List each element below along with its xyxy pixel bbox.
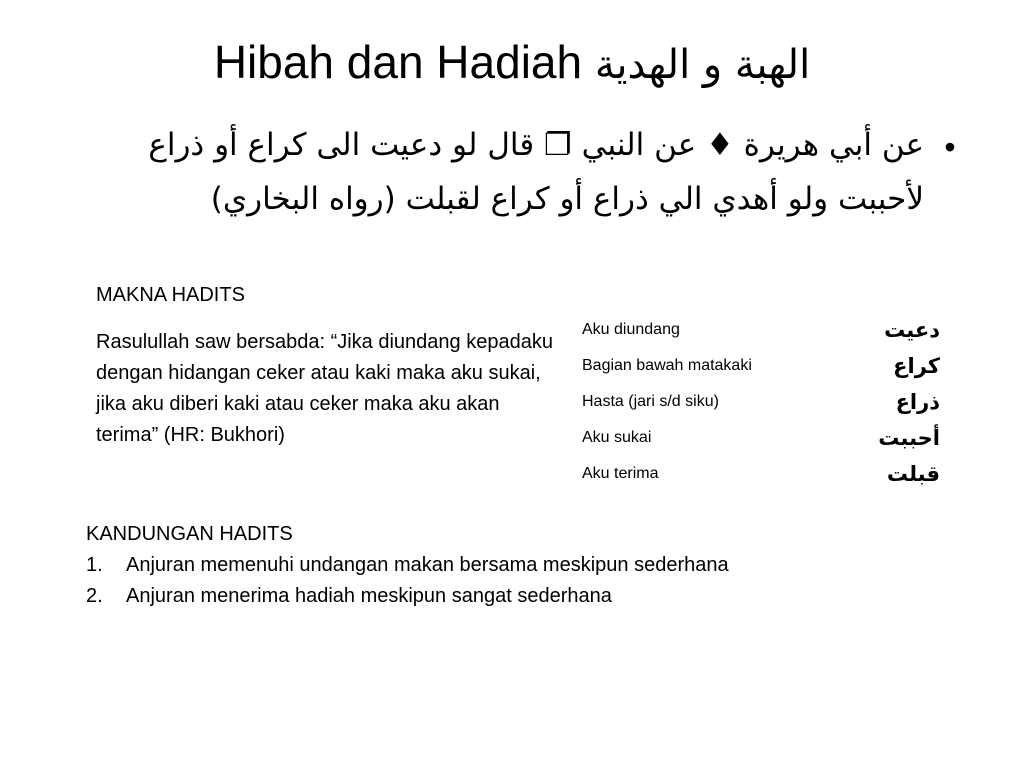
vocabulary-arabic: كراع — [893, 354, 940, 378]
kandungan-section — [86, 519, 786, 612]
kandungan-heading: KANDUNGAN HADITS — [86, 523, 293, 545]
list-item-text: Anjuran menerima hadiah meskipun sangat sederhana — [126, 585, 612, 607]
vocabulary-arabic: قبلت — [886, 462, 940, 486]
vocabulary-row — [582, 312, 940, 348]
vocabulary-meaning: Aku terima — [582, 465, 659, 482]
vocabulary-row — [582, 420, 940, 456]
list-item — [86, 550, 786, 581]
title-latin: Hibah dan Hadiah — [213, 36, 583, 88]
vocabulary-list — [582, 312, 940, 492]
list-item-number: 2. — [86, 585, 103, 607]
vocabulary-row — [582, 348, 940, 384]
vocabulary-arabic: ذراع — [895, 390, 940, 414]
bullet-icon: • — [944, 129, 956, 165]
list-item-number: 1. — [86, 554, 103, 576]
list-item — [86, 581, 786, 612]
title-arabic: الهبة و الهدية — [594, 42, 811, 88]
vocabulary-meaning: Aku sukai — [582, 429, 652, 446]
hadith-arabic-text: عن أبي هريرة ♦ عن النبي ❐ قال لو دعيت الى كراع أو ذراع لأحببت ولو أهدي الي ذراع أو كراع لقبلت (رواه البخاري) — [148, 127, 924, 217]
vocabulary-meaning: Aku diundang — [582, 321, 680, 338]
hadith-bullet — [70, 118, 970, 226]
vocabulary-arabic: أحببت — [878, 426, 940, 450]
vocabulary-row — [582, 384, 940, 420]
vocabulary-meaning: Hasta (jari s/d siku) — [582, 393, 719, 410]
slide-title — [0, 30, 1024, 97]
vocabulary-arabic: دعيت — [884, 318, 940, 342]
list-item-text: Anjuran memenuhi undangan makan bersama meskipun sederhana — [126, 554, 729, 576]
kandungan-list — [86, 550, 786, 612]
vocabulary-meaning: Bagian bawah matakaki — [582, 357, 752, 374]
makna-text: Rasulullah saw bersabda: “Jika diundang kepadaku dengan hidangan ceker atau kaki maka aku sukai, jika aku diberi kaki atau ceker maka aku akan terima” (HR: Bukhori) — [96, 331, 553, 446]
vocabulary-row — [582, 456, 940, 492]
makna-heading: MAKNA HADITS — [96, 284, 245, 306]
